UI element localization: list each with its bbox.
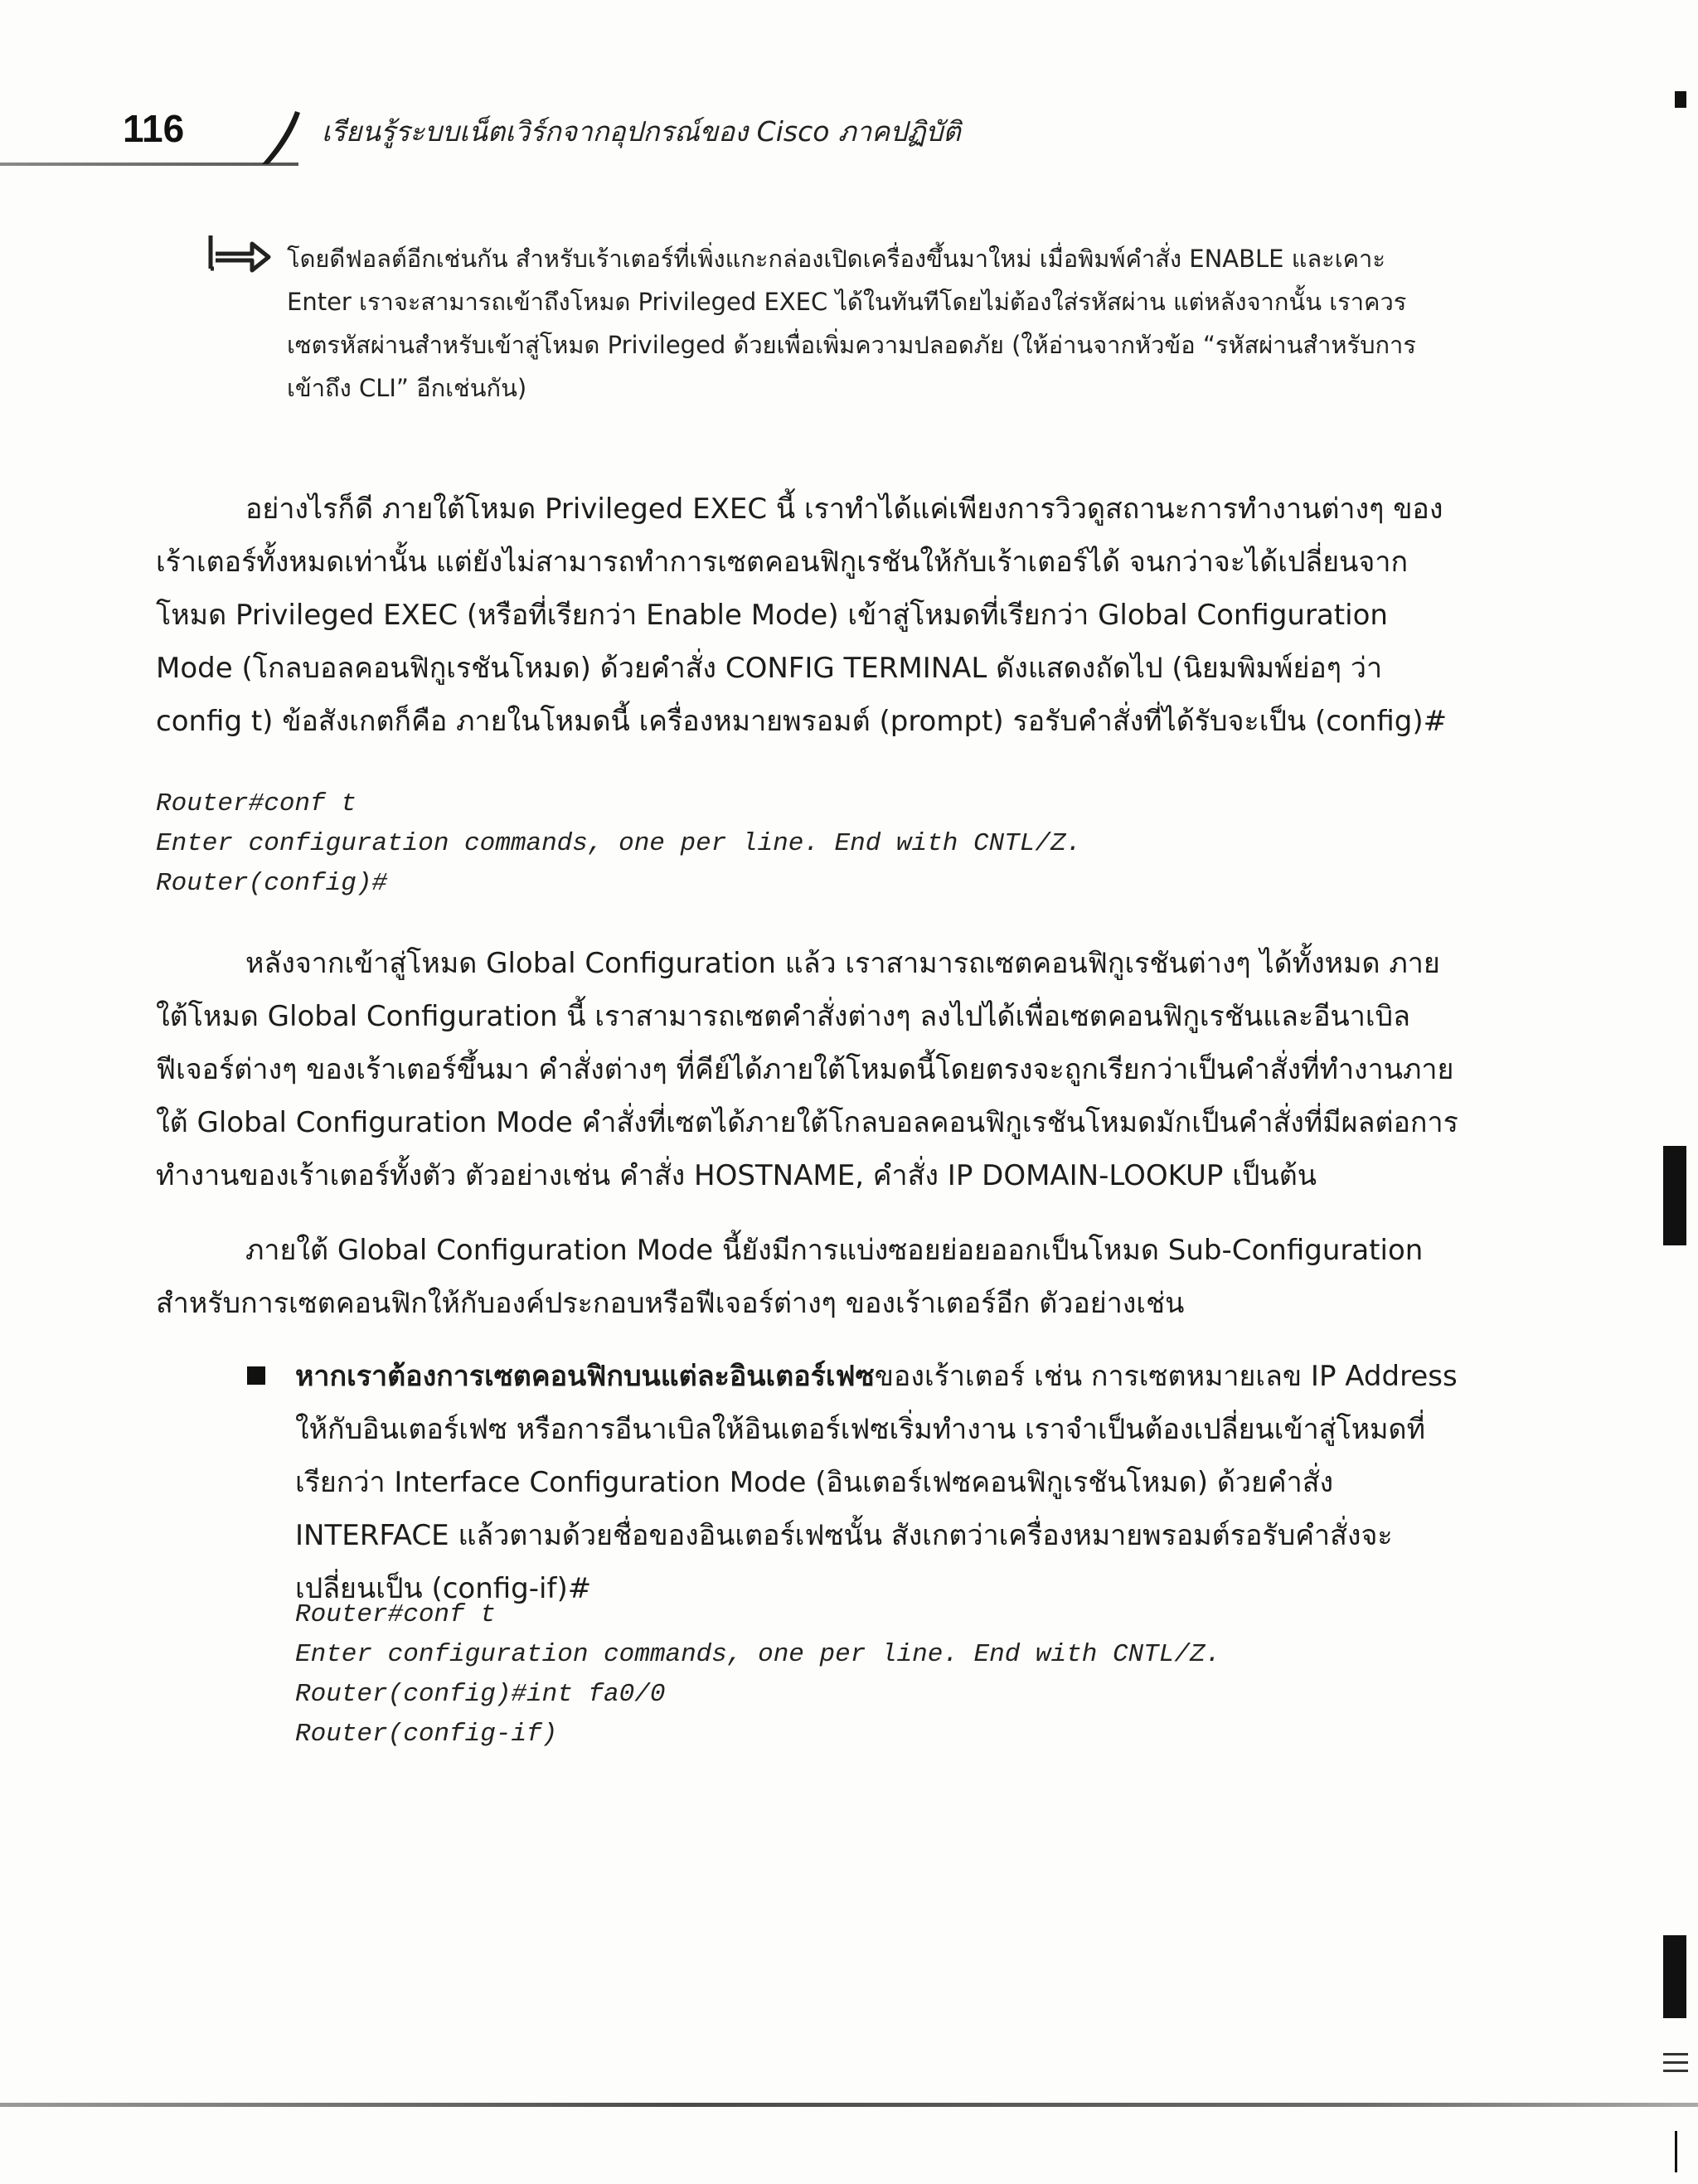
code-1-line-2: Enter configuration commands, one per line. End with CNTL/Z. bbox=[156, 829, 1082, 858]
note-line-1: โดยดีฟอลต์อีกเช่นกัน สำหรับเร้าเตอร์ที่เพิ่งแกะกล่องเปิดเครื่องขึ้นมาใหม่ เมื่อพิมพ์คำสั่ง ENABLE และเคาะ bbox=[287, 245, 1385, 273]
edge-mark-lower bbox=[1663, 1935, 1686, 2018]
bullet-square-icon bbox=[247, 1366, 265, 1385]
code-block-1 bbox=[156, 784, 1081, 904]
note-block bbox=[287, 237, 1431, 410]
code-block-2 bbox=[295, 1595, 1220, 1754]
header-rule bbox=[0, 163, 298, 166]
running-title: เรียนรู้ระบบเน็ตเวิร์กจากอุปกรณ์ของ Cisco ภาคปฏิบัติ bbox=[322, 115, 961, 148]
note-line-3: เซตรหัสผ่านสำหรับเข้าสู่โหมด Privileged ด้วยเพื่อเพิ่มความปลอดภัย (ให้อ่านจากหัวข้อ “รหัสผ่านสำหรับการ bbox=[287, 331, 1416, 359]
footer-rule bbox=[0, 2103, 1698, 2107]
edge-rule-2 bbox=[1663, 2061, 1688, 2064]
code-1-line-3: Router(config)# bbox=[156, 869, 388, 898]
code-2-line-4: Router(config-if) bbox=[295, 1720, 558, 1749]
header-swoosh-icon bbox=[257, 108, 307, 167]
note-line-4: เข้าถึง CLI” อีกเช่นกัน) bbox=[287, 374, 527, 402]
paragraph-1-text: อย่างไรก็ดี ภายใต้โหมด Privileged EXEC นี้ เราทำได้แค่เพียงการวิวดูสถานะการทำงานต่างๆ ของเร้าเตอร์ทั้งหมดเท่านั้น แต่ยังไม่สามารถทำการเซตคอนฟิกูเรชันให้กับเร้าเตอร์ได้ จนกว่าจะได้เปลี่ยนจากโหมด Privileged EXEC (หรือที่เรียกว่า Enable Mode) เข้าสู่โหมดที่เรียกว่า Global Configuration Mode (โกลบอลคอนฟิกูเรชันโหมด) ด้วยคำสั่ง CONFIG TERMINAL ดังแสดงถัดไป (นิยมพิมพ์ย่อๆ ว่า config t) ข้อสังเกตก็คือ ภายในโหมดนี้ เครื่องหมายพรอมต์ (prompt) รอรับคำสั่งที่ได้รับจะเป็น (config)# bbox=[156, 493, 1448, 738]
edge-mark-top bbox=[1675, 91, 1686, 108]
note-arrow-icon bbox=[206, 229, 272, 279]
paragraph-2-text: หลังจากเข้าสู่โหมด Global Configuration แล้ว เราสามารถเซตคอนฟิกูเรชันต่างๆ ได้ทั้งหมด ภายใต้โหมด Global Configuration นี้ เราสามารถเซตคำสั่งต่างๆ ลงไปได้เพื่อเซตคอนฟิกูเรชันและอีนาเบิลฟีเจอร์ต่างๆ ของเร้าเตอร์ขึ้นมา คำสั่งต่างๆ ที่คีย์ได้ภายใต้โหมดนี้โดยตรงจะถูกเรียกว่าเป็นคำสั่งที่ทำงานภายใต้ Global Configuration Mode คำสั่งที่เซตได้ภายใต้โกลบอลคอนฟิกูเรชันโหมดมักเป็นคำสั่งที่มีผลต่อการทำงานของเร้าเตอร์ทั้งตัว ตัวอย่างเช่น คำสั่ง HOSTNAME, คำสั่ง IP DOMAIN-LOOKUP เป็นต้น bbox=[156, 947, 1458, 1192]
edge-mark-middle bbox=[1663, 1146, 1686, 1245]
code-2-line-2: Enter configuration commands, one per line. End with CNTL/Z. bbox=[295, 1640, 1221, 1669]
code-2-line-3: Router(config)#int fa0/0 bbox=[295, 1680, 666, 1709]
code-1-line-1: Router#conf t bbox=[156, 789, 357, 818]
code-2-line-1: Router#conf t bbox=[295, 1600, 496, 1629]
note-line-2: Enter เราจะสามารถเข้าถึงโหมด Privileged EXEC ได้ในทันทีโดยไม่ต้องใส่รหัสผ่าน แต่หลังจากนั้น เราควร bbox=[287, 288, 1407, 316]
bullet-bold-lead: หากเราต้องการเซตคอนฟิกบนแต่ละอินเตอร์เฟซ bbox=[295, 1360, 875, 1393]
paragraph-privileged-exec bbox=[156, 483, 1464, 748]
page-number: 116 bbox=[123, 107, 185, 150]
bullet-text-rest: ของเร้าเตอร์ เช่น การเซตหมายเลข IP Address ให้กับอินเตอร์เฟซ หรือการอีนาเบิลให้อินเตอร์เฟซเริ่มทำงาน เราจำเป็นต้องเปลี่ยนเข้าสู่โหมดที่เรียกว่า Interface Configuration Mode (อินเตอร์เฟซคอนฟิกูเรชันโหมด) ด้วยคำสั่ง INTERFACE แล้วตามด้วยชื่อของอินเตอร์เฟซนั้น สังเกตว่าเครื่องหมายพรอมต์รอรับคำสั่งจะเปลี่ยนเป็น (config-if)# bbox=[295, 1360, 1458, 1605]
edge-rule-1 bbox=[1663, 2053, 1688, 2055]
paragraph-global-config bbox=[156, 937, 1464, 1202]
paragraph-3-text: ภายใต้ Global Configuration Mode นี้ยังมีการแบ่งซอยย่อยออกเป็นโหมด Sub-Configuration สำหรับการเซตคอนฟิกให้กับองค์ประกอบหรือฟีเจอร์ต่างๆ ของเร้าเตอร์อีก ตัวอย่างเช่น bbox=[156, 1234, 1424, 1320]
edge-mark-bottom bbox=[1675, 2131, 1677, 2172]
edge-rule-3 bbox=[1663, 2070, 1688, 2072]
paragraph-sub-config bbox=[156, 1224, 1464, 1330]
bullet-interface-config bbox=[295, 1350, 1464, 1615]
